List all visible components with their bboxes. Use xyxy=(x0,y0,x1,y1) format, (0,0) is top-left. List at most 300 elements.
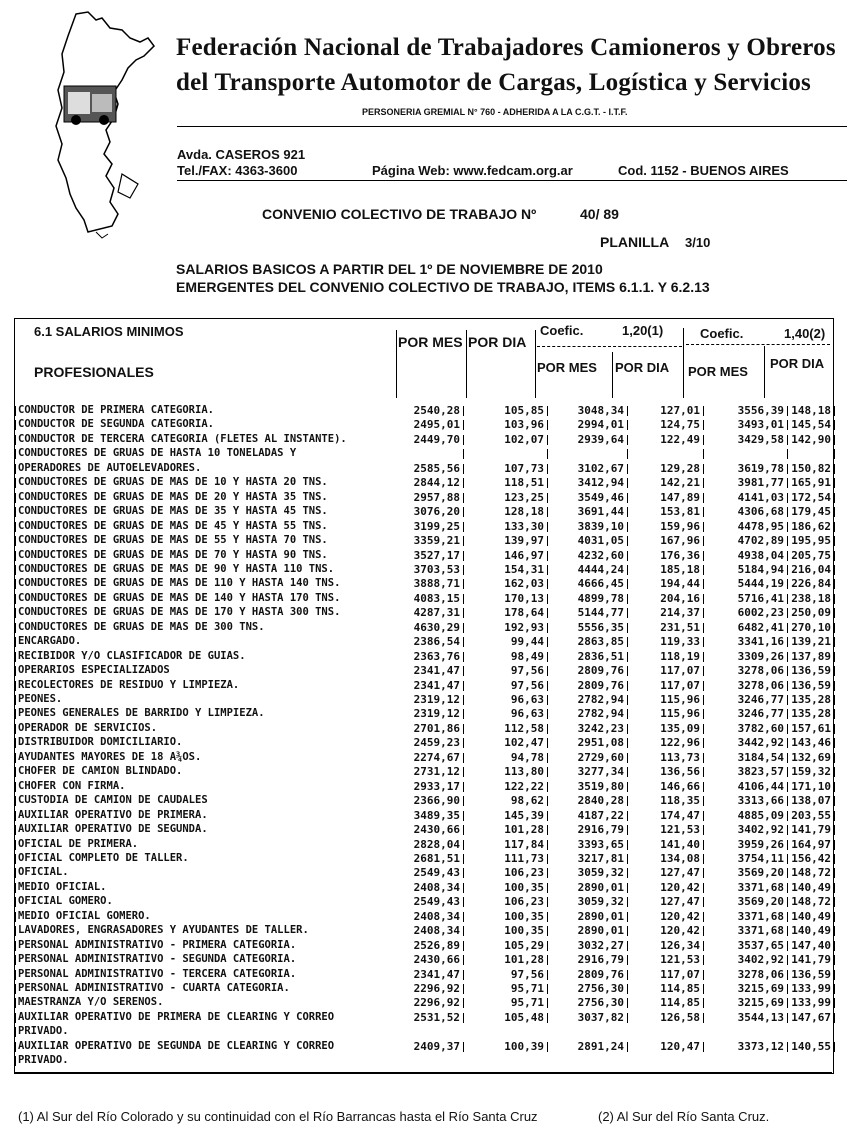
row-label: PEONES GENERALES DE BARRIDO Y LIMPIEZA. xyxy=(18,707,265,720)
cell-coef1-por-dia: 120,42 xyxy=(629,910,700,923)
cell-coef1-por-mes: 3393,65 xyxy=(554,838,624,851)
table-row xyxy=(14,505,832,519)
cell-coef2-por-dia: 205,75 xyxy=(784,549,831,562)
cell-coef2-por-mes: 3313,66 xyxy=(714,794,784,807)
cell-coef1-por-mes: 2840,28 xyxy=(554,794,624,807)
cell-por-mes: 4083,15 xyxy=(398,592,460,605)
cell-por-mes: 2449,70 xyxy=(398,433,460,446)
table-row xyxy=(14,404,832,418)
cell-coef1-por-mes: 2809,76 xyxy=(554,664,624,677)
row-label: OFICIAL COMPLETO DE TALLER. xyxy=(18,851,189,864)
cell-por-mes: 2549,43 xyxy=(398,895,460,908)
cell-por-dia: 154,31 xyxy=(476,563,544,576)
header-divider xyxy=(535,330,536,398)
cell-por-mes: 3489,35 xyxy=(398,809,460,822)
header-divider xyxy=(396,330,397,398)
cell-coef2-por-dia: 195,95 xyxy=(784,534,831,547)
cell-coef2-por-dia: 133,99 xyxy=(784,982,831,995)
table-row xyxy=(14,910,832,924)
row-label: PEONES. xyxy=(18,693,63,705)
cell-coef2-por-dia: 139,21 xyxy=(784,635,831,648)
cell-coef2-por-mes: 4306,68 xyxy=(714,505,784,518)
row-label: OPERADORES DE AUTOELEVADORES. xyxy=(18,461,202,474)
table-row xyxy=(14,924,832,938)
table-row xyxy=(14,895,832,909)
table-row xyxy=(14,549,832,563)
cell-coef2-por-dia: 216,04 xyxy=(784,563,831,576)
cell-coef2-por-dia: 143,46 xyxy=(784,736,831,749)
cell-coef1-por-dia: 117,07 xyxy=(629,968,700,981)
footnote-1: (1) Al Sur del Río Colorado y su continuidad con el Río Barrancas hasta el Río Santa Cruz xyxy=(18,1109,538,1124)
table-row xyxy=(14,606,832,620)
cell-coef1-por-mes: 2836,51 xyxy=(554,650,624,663)
cell-por-mes: 2526,89 xyxy=(398,939,460,952)
footnote-2: (2) Al Sur del Río Santa Cruz. xyxy=(598,1109,770,1124)
cell-coef2-por-mes: 4478,95 xyxy=(714,520,784,533)
row-label: CONDUCTORES DE GRUAS DE MAS DE 70 Y HASTA 90 TNS. xyxy=(18,548,328,561)
cell-coef2-por-dia: 165,91 xyxy=(784,476,831,489)
table-row xyxy=(14,462,832,476)
cell-coef1-por-mes: 2994,01 xyxy=(554,418,624,431)
row-label: AUXILIAR OPERATIVO DE SEGUNDA. xyxy=(18,823,208,836)
cell-por-dia: 101,28 xyxy=(476,823,544,836)
profesionales-heading: PROFESIONALES xyxy=(34,364,154,380)
row-label: RECOLECTORES DE RESIDUO Y LIMPIEZA. xyxy=(18,678,240,691)
cell-por-dia: 145,39 xyxy=(476,809,544,822)
cell-coef2-por-dia: 148,72 xyxy=(784,895,831,908)
row-label: CONDUCTORES DE GRUAS DE MAS DE 55 Y HASTA 70 TNS. xyxy=(18,534,328,547)
cell-coef1-por-mes: 2809,76 xyxy=(554,968,624,981)
cell-coef2-por-dia: 164,97 xyxy=(784,838,831,851)
cell-coef2-por-dia: 140,49 xyxy=(784,924,831,937)
argentina-map-logo xyxy=(18,8,158,240)
sub-por-dia-1: POR DIA xyxy=(615,360,670,375)
cell-coef2-por-dia: 133,99 xyxy=(784,996,831,1009)
table-row xyxy=(14,679,832,693)
cell-por-mes: 2341,47 xyxy=(398,664,460,677)
cell-coef1-por-dia: 167,96 xyxy=(629,534,700,547)
cell-coef2-por-mes: 3619,78 xyxy=(714,462,784,475)
cell-coef2-por-mes: 3402,92 xyxy=(714,953,784,966)
cell-coef1-por-dia: 117,07 xyxy=(629,664,700,677)
cell-coef2-por-dia: 179,45 xyxy=(784,505,831,518)
cell-por-mes: 4287,31 xyxy=(398,606,460,619)
cell-coef2-por-dia: 136,59 xyxy=(784,679,831,692)
row-label: PRIVADO. xyxy=(18,1025,69,1038)
emergentes-heading: EMERGENTES DEL CONVENIO COLECTIVO DE TRABAJO, ITEMS 6.1.1. Y 6.2.13 xyxy=(176,279,710,295)
row-label: PERSONAL ADMINISTRATIVO - CUARTA CATEGORIA. xyxy=(18,982,290,994)
cell-coef1-por-mes: 4444,24 xyxy=(554,563,624,576)
cell-coef2-por-mes: 5444,19 xyxy=(714,577,784,590)
cell-por-dia: 107,73 xyxy=(476,462,544,475)
cell-coef1-por-mes: 3217,81 xyxy=(554,852,624,865)
cell-coef2-por-dia: 145,54 xyxy=(784,418,831,431)
row-label: MEDIO OFICIAL. xyxy=(18,880,107,893)
cell-por-dia: 117,84 xyxy=(476,838,544,851)
table-bottom-rule xyxy=(14,1072,832,1074)
cell-por-dia: 101,28 xyxy=(476,953,544,966)
cell-coef1-por-mes: 3102,67 xyxy=(554,462,624,475)
cell-coef1-por-mes: 3549,46 xyxy=(554,491,624,504)
table-row xyxy=(14,1011,832,1025)
cell-coef1-por-mes: 3048,34 xyxy=(554,404,624,417)
cell-coef1-por-dia: 141,40 xyxy=(629,838,700,851)
cell-coef1-por-dia: 204,16 xyxy=(629,592,700,605)
table-row xyxy=(14,881,832,895)
cell-por-mes: 4630,29 xyxy=(398,621,460,634)
cell-coef1-por-dia: 124,75 xyxy=(629,418,700,431)
cell-por-dia: 95,71 xyxy=(476,982,544,995)
cell-por-dia: 123,25 xyxy=(476,491,544,504)
coef2-underline xyxy=(686,344,830,345)
cell-por-mes: 3076,20 xyxy=(398,505,460,518)
cell-coef2-por-mes: 3215,69 xyxy=(714,982,784,995)
cell-coef2-por-dia: 226,84 xyxy=(784,577,831,590)
sub-por-dia-2: POR DIA xyxy=(770,356,825,371)
cell-coef1-por-dia: 115,96 xyxy=(629,707,700,720)
cell-coef1-por-mes: 4899,78 xyxy=(554,592,624,605)
section-title: 6.1 SALARIOS MINIMOS xyxy=(34,324,184,339)
cell-coef1-por-dia: 117,07 xyxy=(629,679,700,692)
cell-por-dia: 96,63 xyxy=(476,693,544,706)
cell-por-dia: 133,30 xyxy=(476,520,544,533)
cell-por-mes: 2540,28 xyxy=(398,404,460,417)
table-row xyxy=(14,1025,832,1039)
cell-por-dia: 105,48 xyxy=(476,1011,544,1024)
cell-coef1-por-dia: 120,47 xyxy=(629,1040,700,1053)
table-row xyxy=(14,577,832,591)
cell-por-mes: 2386,54 xyxy=(398,635,460,648)
cell-coef1-por-mes: 2782,94 xyxy=(554,693,624,706)
cell-coef2-por-mes: 3981,77 xyxy=(714,476,784,489)
cell-coef1-por-mes: 2756,30 xyxy=(554,996,624,1009)
row-label: CONDUCTOR DE PRIMERA CATEGORIA. xyxy=(18,404,214,416)
cell-por-mes: 2408,34 xyxy=(398,910,460,923)
cell-por-mes: 2319,12 xyxy=(398,693,460,706)
row-label: AYUDANTES MAYORES DE 18 A¾OS. xyxy=(18,750,202,763)
cell-coef2-por-mes: 6002,23 xyxy=(714,606,784,619)
row-label: CONDUCTORES DE GRUAS DE MAS DE 170 Y HASTA 300 TNS. xyxy=(18,606,341,619)
cell-coef2-por-mes: 3429,58 xyxy=(714,433,784,446)
row-label: CONDUCTORES DE GRUAS DE MAS DE 35 Y HASTA 45 TNS. xyxy=(18,505,328,518)
table-row xyxy=(14,635,832,649)
cell-coef1-por-dia: 121,53 xyxy=(629,953,700,966)
header-divider xyxy=(764,346,765,398)
row-label: OFICIAL DE PRIMERA. xyxy=(18,837,139,850)
cell-por-mes: 2495,01 xyxy=(398,418,460,431)
cell-coef2-por-dia: 159,32 xyxy=(784,765,831,778)
cell-por-mes: 2408,34 xyxy=(398,924,460,937)
cell-por-dia: 100,35 xyxy=(476,924,544,937)
cell-coef1-por-mes: 3519,80 xyxy=(554,780,624,793)
coef1-value: 1,20(1) xyxy=(622,323,664,338)
table-row xyxy=(14,433,832,447)
cell-por-mes: 2430,66 xyxy=(398,953,460,966)
cell-por-dia: 97,56 xyxy=(476,679,544,692)
table-row xyxy=(14,982,832,996)
address: Avda. CASEROS 921 xyxy=(177,147,306,162)
cell-coef2-por-dia: 140,49 xyxy=(784,910,831,923)
cell-coef1-por-mes: 3059,32 xyxy=(554,866,624,879)
cell-coef1-por-dia: 136,56 xyxy=(629,765,700,778)
col-por-mes: POR MES xyxy=(398,334,463,350)
cell-coef2-por-mes: 3371,68 xyxy=(714,924,784,937)
cell-por-mes: 2531,52 xyxy=(398,1011,460,1024)
cell-por-mes: 2366,90 xyxy=(398,794,460,807)
cell-coef2-por-dia: 172,54 xyxy=(784,491,831,504)
cell-coef2-por-dia: 148,72 xyxy=(784,866,831,879)
cell-por-dia: 105,29 xyxy=(476,939,544,952)
table-row xyxy=(14,592,832,606)
table-row xyxy=(14,736,832,750)
coef1-underline xyxy=(537,346,682,347)
convenio-number: 40/ 89 xyxy=(580,206,619,222)
row-label: CONDUCTOR DE TERCERA CATEGORIA (FLETES AL INSTANTE). xyxy=(18,432,347,445)
cell-coef1-por-dia: 185,18 xyxy=(629,563,700,576)
row-label: CONDUCTORES DE GRUAS DE MAS DE 90 Y HASTA 110 TNS. xyxy=(18,562,335,575)
cell-coef2-por-mes: 3371,68 xyxy=(714,881,784,894)
cell-coef2-por-dia: 135,28 xyxy=(784,707,831,720)
table-row xyxy=(14,722,832,736)
cell-coef2-por-mes: 4141,03 xyxy=(714,491,784,504)
cell-por-mes: 2341,47 xyxy=(398,679,460,692)
cell-por-mes: 2585,56 xyxy=(398,462,460,475)
row-label: LAVADORES, ENGRASADORES Y AYUDANTES DE TALLER. xyxy=(18,924,309,937)
cell-coef1-por-dia: 120,42 xyxy=(629,881,700,894)
table-row xyxy=(14,1040,832,1054)
cell-coef1-por-mes: 2863,85 xyxy=(554,635,624,648)
cell-por-mes: 2957,88 xyxy=(398,491,460,504)
website: Página Web: www.fedcam.org.ar xyxy=(372,163,573,178)
cell-coef1-por-dia: 135,09 xyxy=(629,722,700,735)
cell-coef2-por-dia: 140,55 xyxy=(784,1040,831,1053)
cell-por-dia: 122,22 xyxy=(476,780,544,793)
cell-coef1-por-dia: 214,37 xyxy=(629,606,700,619)
table-row xyxy=(14,780,832,794)
cell-coef1-por-mes: 2729,60 xyxy=(554,751,624,764)
cell-coef2-por-dia: 186,62 xyxy=(784,520,831,533)
table-row xyxy=(14,1054,832,1068)
telephone-fax: Tel./FAX: 4363-3600 xyxy=(177,163,298,178)
cell-coef2-por-mes: 3537,65 xyxy=(714,939,784,952)
table-row xyxy=(14,953,832,967)
cell-coef2-por-mes: 3373,12 xyxy=(714,1040,784,1053)
cell-coef1-por-mes: 3059,32 xyxy=(554,895,624,908)
row-label: PERSONAL ADMINISTRATIVO - SEGUNDA CATEGORIA. xyxy=(18,953,297,966)
cell-coef1-por-mes: 2916,79 xyxy=(554,953,624,966)
table-row xyxy=(14,838,832,852)
row-label: CHOFER CON FIRMA. xyxy=(18,779,126,792)
cell-coef1-por-dia: 146,66 xyxy=(629,780,700,793)
cell-por-mes: 2408,34 xyxy=(398,881,460,894)
cell-coef2-por-mes: 5184,94 xyxy=(714,563,784,576)
cell-por-mes: 2681,51 xyxy=(398,852,460,865)
cell-coef1-por-mes: 2756,30 xyxy=(554,982,624,995)
cell-por-dia: 96,63 xyxy=(476,707,544,720)
cell-coef1-por-mes: 3691,44 xyxy=(554,505,624,518)
cell-coef1-por-dia: 142,21 xyxy=(629,476,700,489)
cell-por-mes: 2430,66 xyxy=(398,823,460,836)
cell-por-mes: 2828,04 xyxy=(398,838,460,851)
cell-coef1-por-dia: 114,85 xyxy=(629,982,700,995)
sub-por-mes-1: POR MES xyxy=(537,360,597,375)
table-row xyxy=(14,447,832,461)
cell-por-dia: 162,03 xyxy=(476,577,544,590)
cell-coef1-por-mes: 3277,34 xyxy=(554,765,624,778)
row-label: MAESTRANZA Y/O SERENOS. xyxy=(18,996,164,1009)
cell-coef1-por-mes: 2782,94 xyxy=(554,707,624,720)
row-label: CHOFER DE CAMION BLINDADO. xyxy=(18,765,183,778)
cell-por-dia: 178,64 xyxy=(476,606,544,619)
row-label: CONDUCTORES DE GRUAS DE MAS DE 110 Y HASTA 140 TNS. xyxy=(18,577,341,590)
cell-coef1-por-dia: 121,53 xyxy=(629,823,700,836)
header-rule xyxy=(177,126,847,127)
table-row xyxy=(14,794,832,808)
table-row xyxy=(14,621,832,635)
cell-coef2-por-dia: 132,69 xyxy=(784,751,831,764)
cell-coef2-por-mes: 3246,77 xyxy=(714,693,784,706)
cell-por-dia: 103,96 xyxy=(476,418,544,431)
cell-coef2-por-mes: 4106,44 xyxy=(714,780,784,793)
cell-coef2-por-mes: 3782,60 xyxy=(714,722,784,735)
cell-coef1-por-mes: 2890,01 xyxy=(554,910,624,923)
cell-por-dia: 106,23 xyxy=(476,866,544,879)
cell-coef2-por-mes: 6482,41 xyxy=(714,621,784,634)
cell-coef1-por-dia: 126,34 xyxy=(629,939,700,952)
cell-coef1-por-dia: 120,42 xyxy=(629,924,700,937)
header-rule-bottom xyxy=(177,180,847,181)
table-row xyxy=(14,939,832,953)
cell-por-dia: 99,44 xyxy=(476,635,544,648)
cell-coef1-por-dia: 159,96 xyxy=(629,520,700,533)
cell-coef2-por-dia: 157,61 xyxy=(784,722,831,735)
postal-code: Cod. 1152 - BUENOS AIRES xyxy=(618,163,789,178)
cell-coef2-por-mes: 3556,39 xyxy=(714,404,784,417)
cell-coef2-por-dia: 140,49 xyxy=(784,881,831,894)
cell-coef1-por-dia: 115,96 xyxy=(629,693,700,706)
cell-por-mes: 2844,12 xyxy=(398,476,460,489)
cell-coef1-por-dia: 113,73 xyxy=(629,751,700,764)
table-row xyxy=(14,866,832,880)
cell-coef1-por-mes: 4031,05 xyxy=(554,534,624,547)
table-row xyxy=(14,707,832,721)
cell-por-dia: 98,62 xyxy=(476,794,544,807)
cell-por-dia: 100,35 xyxy=(476,881,544,894)
cell-coef1-por-dia: 122,96 xyxy=(629,736,700,749)
cell-coef2-por-dia: 147,67 xyxy=(784,1011,831,1024)
row-label: CONDUCTORES DE GRUAS DE MAS DE 20 Y HASTA 35 TNS. xyxy=(18,490,328,503)
table-row xyxy=(14,996,832,1010)
row-label: CONDUCTORES DE GRUAS DE MAS DE 300 TNS. xyxy=(18,620,265,633)
table-row xyxy=(14,534,832,548)
table-row xyxy=(14,693,832,707)
row-label: OFICIAL. xyxy=(18,866,69,879)
cell-coef1-por-dia: 194,44 xyxy=(629,577,700,590)
cell-coef2-por-mes: 3442,92 xyxy=(714,736,784,749)
table-row xyxy=(14,809,832,823)
sub-por-mes-2: POR MES xyxy=(688,364,748,379)
cell-coef1-por-mes: 3032,27 xyxy=(554,939,624,952)
cell-coef1-por-mes: 3839,10 xyxy=(554,520,624,533)
cell-por-dia: 105,85 xyxy=(476,404,544,417)
cell-coef2-por-mes: 3215,69 xyxy=(714,996,784,1009)
cell-por-dia: 102,07 xyxy=(476,433,544,446)
col-por-dia: POR DIA xyxy=(468,334,527,350)
coef2-value: 1,40(2) xyxy=(784,326,826,341)
header-divider xyxy=(466,330,467,398)
cell-por-mes: 3199,25 xyxy=(398,520,460,533)
cell-coef2-por-dia: 136,59 xyxy=(784,664,831,677)
cell-coef1-por-mes: 4232,60 xyxy=(554,549,624,562)
table-row xyxy=(14,664,832,678)
row-label: CONDUCTORES DE GRUAS DE MAS DE 140 Y HASTA 170 TNS. xyxy=(18,591,341,604)
cell-coef1-por-dia: 122,49 xyxy=(629,433,700,446)
cell-por-dia: 100,35 xyxy=(476,910,544,923)
cell-por-mes: 2731,12 xyxy=(398,765,460,778)
cell-por-mes: 2409,37 xyxy=(398,1040,460,1053)
table-row xyxy=(14,520,832,534)
cell-coef1-por-dia: 126,58 xyxy=(629,1011,700,1024)
cell-coef1-por-mes: 3242,23 xyxy=(554,722,624,735)
cell-por-mes: 2701,86 xyxy=(398,722,460,735)
cell-por-mes: 2296,92 xyxy=(398,996,460,1009)
cell-coef2-por-mes: 3959,26 xyxy=(714,838,784,851)
cell-por-mes: 3527,17 xyxy=(398,549,460,562)
cell-coef2-por-dia: 141,79 xyxy=(784,953,831,966)
cell-por-dia: 98,49 xyxy=(476,650,544,663)
row-label: OPERARIOS ESPECIALIZADOS xyxy=(18,664,170,677)
table-row xyxy=(14,476,832,490)
cell-por-dia: 102,47 xyxy=(476,736,544,749)
cell-coef2-por-mes: 3493,01 xyxy=(714,418,784,431)
header-divider xyxy=(612,352,613,398)
cell-por-mes: 2274,67 xyxy=(398,751,460,764)
salarios-heading: SALARIOS BASICOS A PARTIR DEL 1º DE NOVIEMBRE DE 2010 xyxy=(176,261,603,277)
personeria-gremial: PERSONERIA GREMIAL N° 760 - ADHERIDA A LA C.G.T. - I.T.F. xyxy=(362,107,628,117)
cell-por-mes: 2296,92 xyxy=(398,982,460,995)
cell-coef1-por-mes: 5144,77 xyxy=(554,606,624,619)
cell-coef2-por-dia: 156,42 xyxy=(784,852,831,865)
planilla-number: 3/10 xyxy=(685,235,711,250)
federation-title-line1: Federación Nacional de Trabajadores Camioneros y Obreros xyxy=(176,34,836,61)
coef1-label: Coefic. xyxy=(540,323,584,338)
cell-por-dia: 97,56 xyxy=(476,664,544,677)
row-label: MEDIO OFICIAL GOMERO. xyxy=(18,909,151,922)
cell-coef1-por-dia: 134,08 xyxy=(629,852,700,865)
planilla-label: PLANILLA xyxy=(600,234,670,250)
cell-por-dia: 146,97 xyxy=(476,549,544,562)
cell-coef2-por-mes: 4938,04 xyxy=(714,549,784,562)
cell-coef2-por-mes: 3402,92 xyxy=(714,823,784,836)
cell-por-dia: 95,71 xyxy=(476,996,544,1009)
cell-coef2-por-mes: 3278,06 xyxy=(714,664,784,677)
cell-coef1-por-dia: 174,47 xyxy=(629,809,700,822)
cell-coef1-por-mes: 3412,94 xyxy=(554,476,624,489)
cell-por-dia: 192,93 xyxy=(476,621,544,634)
cell-coef1-por-dia: 119,33 xyxy=(629,635,700,648)
cell-coef2-por-dia: 171,10 xyxy=(784,780,831,793)
cell-coef1-por-mes: 5556,35 xyxy=(554,621,624,634)
cell-coef1-por-dia: 231,51 xyxy=(629,621,700,634)
table-row xyxy=(14,418,832,432)
cell-por-mes: 3703,53 xyxy=(398,563,460,576)
cell-coef1-por-mes: 2890,01 xyxy=(554,881,624,894)
row-label: AUXILIAR OPERATIVO DE SEGUNDA DE CLEARING Y CORREO xyxy=(18,1039,335,1052)
row-label: ENCARGADO. xyxy=(18,635,82,648)
cell-coef1-por-mes: 2916,79 xyxy=(554,823,624,836)
cell-coef2-por-mes: 3569,20 xyxy=(714,866,784,879)
table-row xyxy=(14,765,832,779)
